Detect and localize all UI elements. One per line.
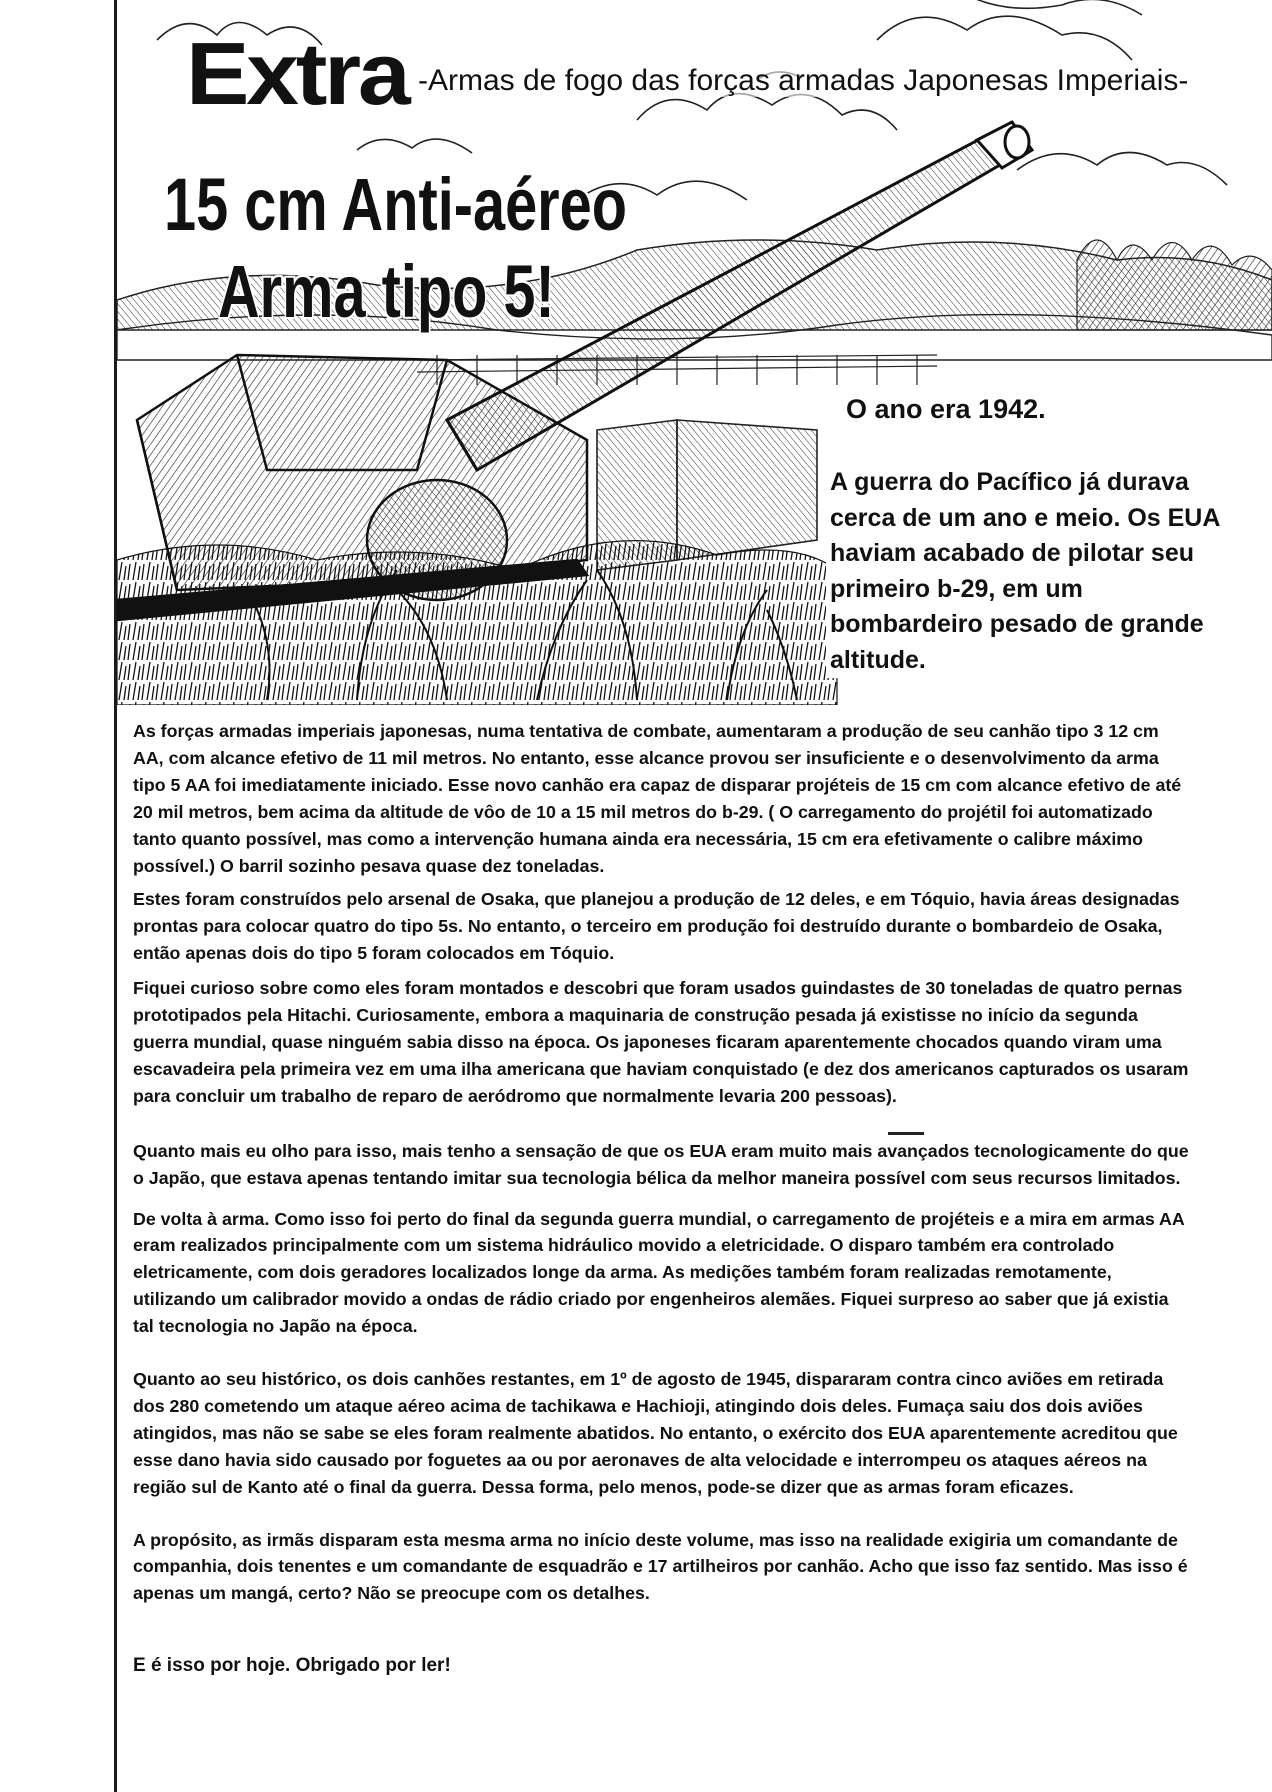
body-paragraph-4: Quanto mais eu olho para isso, mais tenho a sensação de que os EUA eram muito mais avançados tecnologicamente do que o Japão, que estava apenas tentando imitar sua tecnologia bélica da melhor maneira possível com seus recursos limitados.	[133, 1140, 1189, 1188]
gun-title-line2: Arma tipo 5!	[218, 250, 555, 333]
intro-year: O ano era 1942.	[846, 394, 1046, 424]
body-paragraph-7: A propósito, as irmãs disparam esta mesma arma no início deste volume, mas isso na realidade exigiria um comandante de companhia, dois tenentes e um comandante de esquadrão e 17 artilheiros por canhão. Acho que isso faz sentido. Mas isso é apenas um mangá, certo? Não se preocupe com os detalhes.	[133, 1529, 1188, 1604]
article-body	[133, 718, 1189, 1680]
body-paragraph-6: Quanto ao seu histórico, os dois canhões restantes, em 1º de agosto de 1945, dispararam contra cinco aviões em retirada dos 280 cometendo um ataque aéreo acima de tachikawa e Hachioji, atingindo dois deles. Fumaça saiu dos dois aviões atingidos, mas não se sabe se eles foram realmente abatidos. No entanto, o exército dos EUA aparentemente acreditou que esse dano havia sido causado por foguetes aa ou por aeronaves de alta velocidade e interrompeu os ataques aéreos na região sul de Kanto até o final da guerra. Dessa forma, pelo menos, pode-se dizer que as armas foram eficazes.	[133, 1369, 1178, 1497]
intro-paragraph: A guerra do Pacífico já durava cerca de um ano e meio. Os EUA haviam acabado de pilotar seu primeiro b-29, em um bombardeiro pesado de grande altitude.	[830, 468, 1220, 674]
gun-title-line1: 15 cm Anti-aéreo	[164, 163, 628, 246]
body-paragraph-3: Fiquei curioso sobre como eles foram montados e descobri que foram usados guindastes de 30 toneladas de quatro pernas prototipados pela Hitachi. Curiosamente, embora a maquinaria de construção pesada já existisse no início da segunda guerra mundial, quase ninguém sabia disso na época. Os japoneses ficaram aparentemente chocados quando viram uma escavadeira pela primeira vez em uma ilha americana que haviam conquistado (e dez dos americanos capturados os usaram para concluir um trabalho de reparo de aeródromo que normalmente levaria 200 pessoas).	[133, 978, 1189, 1106]
body-paragraph-2: Estes foram construídos pelo arsenal de Osaka, que planejou a produção de 12 deles, e em Tóquio, havia áreas designadas prontas para colocar quatro do tipo 5s. No entanto, o terceiro em produção foi destruído durante o bombardeio de Osaka, então apenas dois do tipo 5 foram colocados em Tóquio.	[133, 889, 1180, 964]
series-subtitle: -Armas de fogo das forças armadas Japonesas Imperiais-	[418, 64, 1189, 97]
extra-heading: Extra	[186, 24, 408, 123]
intro-text-box	[826, 388, 1250, 678]
closing-line: E é isso por hoje. Obrigado por ler!	[133, 1655, 451, 1677]
body-paragraph-5: De volta à arma. Como isso foi perto do final da segunda guerra mundial, o carregamento de projéteis e a mira em armas AA eram realizados principalmente com um sistema hidráulico movido a eletricidade. O disparo também era controlado eletricamente, com dois geradores localizados longe da arma. As medições também foram realizadas remotamente, utilizando um calibrador movido a ondas de rádio criado por engenheiros alemães. Fiquei surpreso ao saber que já existia tal tecnologia no Japão na época.	[133, 1208, 1185, 1337]
stray-ink-mark	[888, 1132, 924, 1135]
body-paragraph-1: As forças armadas imperiais japonesas, numa tentativa de combate, aumentaram a produção de seu canhão tipo 3 12 cm AA, com alcance efetivo de 11 mil metros. No entanto, esse alcance provou ser insuficiente e o desenvolvimento da arma tipo 5 AA foi imediatamente iniciado. Esse novo canhão era capaz de disparar projéteis de 15 cm com alcance efetivo de até 20 mil metros, bem acima da altitude de vôo de 10 a 15 mil metros do b-29. ( O carregamento do projétil foi automatizado tanto quanto possível, mas como a intervenção humana ainda era necessária, 15 cm era efetivamente o calibre máximo possível.) O barril sozinho pesava quase dez toneladas.	[133, 721, 1182, 876]
